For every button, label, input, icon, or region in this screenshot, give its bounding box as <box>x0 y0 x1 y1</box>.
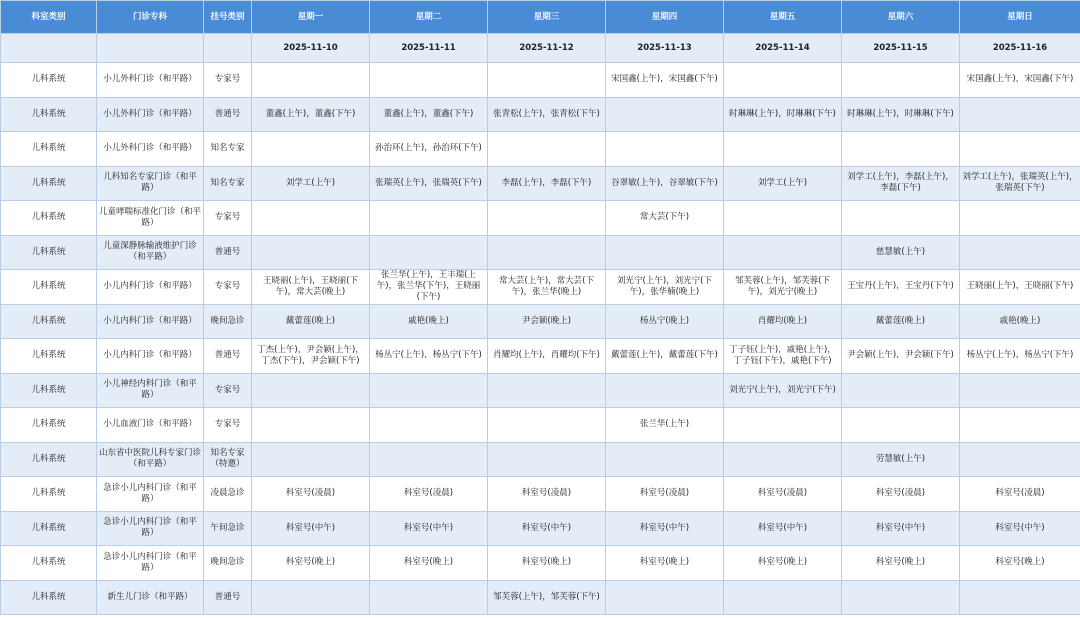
dept-cell: 儿科系统 <box>1 408 97 443</box>
dept-cell: 儿科系统 <box>1 511 97 546</box>
table-row <box>1 442 1080 477</box>
type-cell: 普通号 <box>204 339 252 374</box>
schedule-cell-sun[interactable]: 杨丛宁(上午)，杨丛宁(下午) <box>960 339 1080 374</box>
header-row <box>1 1 1080 34</box>
dept-cell: 儿科系统 <box>1 132 97 167</box>
schedule-cell-thu[interactable]: 谷翠敏(上午)，谷翠敏(下午) <box>606 166 724 201</box>
schedule-cell-sat[interactable]: 尹会颖(上午)，尹会颖(下午) <box>842 339 960 374</box>
dept-cell: 儿科系统 <box>1 339 97 374</box>
date-blank <box>97 34 204 63</box>
schedule-cell-fri[interactable]: 丁子钰(上午)，戚艳(上午)，丁子钰(下午)，戚艳(下午) <box>724 339 842 374</box>
date-wed: 2025-11-12 <box>488 34 606 63</box>
schedule-cell-tue[interactable]: 科室号(中午) <box>370 511 488 546</box>
schedule-cell-tue[interactable]: 孙治环(上午)，孙治环(下午) <box>370 132 488 167</box>
schedule-cell-mon <box>252 201 370 236</box>
clinic-cell: 儿童哮喘标准化门诊（和平路） <box>97 201 204 236</box>
table-row <box>1 132 1080 167</box>
schedule-cell-sun <box>960 235 1080 270</box>
schedule-cell-wed[interactable]: 尹会颖(晚上) <box>488 304 606 339</box>
dept-cell: 儿科系统 <box>1 373 97 408</box>
schedule-cell-tue <box>370 580 488 615</box>
schedule-cell-wed[interactable]: 科室号(凌晨) <box>488 477 606 512</box>
schedule-cell-tue[interactable]: 杨丛宁(上午)，杨丛宁(下午) <box>370 339 488 374</box>
clinic-cell: 急诊小儿内科门诊（和平路） <box>97 477 204 512</box>
header-sun: 星期日 <box>960 1 1080 34</box>
schedule-cell-sun <box>960 408 1080 443</box>
schedule-cell-thu[interactable]: 宋国鑫(上午)，宋国鑫(下午) <box>606 63 724 98</box>
schedule-cell-thu <box>606 442 724 477</box>
type-cell: 普通号 <box>204 97 252 132</box>
clinic-cell: 儿童深静脉输液维护门诊（和平路） <box>97 235 204 270</box>
schedule-cell-mon <box>252 63 370 98</box>
schedule-cell-mon[interactable]: 科室号(晚上) <box>252 546 370 581</box>
clinic-cell: 小儿外科门诊（和平路） <box>97 97 204 132</box>
schedule-cell-mon <box>252 442 370 477</box>
schedule-cell-sat <box>842 408 960 443</box>
schedule-cell-tue <box>370 235 488 270</box>
table-row <box>1 201 1080 236</box>
schedule-cell-wed[interactable]: 科室号(晚上) <box>488 546 606 581</box>
schedule-cell-wed <box>488 63 606 98</box>
schedule-cell-sat[interactable]: 刘学工(上午)，李磊(上午)，李磊(下午) <box>842 166 960 201</box>
date-blank <box>204 34 252 63</box>
type-cell: 专家号 <box>204 408 252 443</box>
schedule-cell-mon <box>252 373 370 408</box>
schedule-cell-tue <box>370 442 488 477</box>
table-row <box>1 339 1080 374</box>
schedule-cell-sun <box>960 201 1080 236</box>
schedule-cell-mon[interactable]: 王晓丽(上午)，王晓丽(下午)，常大芸(晚上) <box>252 270 370 305</box>
schedule-cell-mon[interactable]: 科室号(凌晨) <box>252 477 370 512</box>
clinic-cell: 小儿内科门诊（和平路） <box>97 339 204 374</box>
clinic-cell: 小儿神经内科门诊（和平路） <box>97 373 204 408</box>
schedule-cell-fri <box>724 408 842 443</box>
dept-cell: 儿科系统 <box>1 97 97 132</box>
schedule-cell-thu[interactable]: 科室号(晚上) <box>606 546 724 581</box>
schedule-cell-wed[interactable]: 常大芸(上午)，常大芸(下午)，张兰华(晚上) <box>488 270 606 305</box>
schedule-cell-wed <box>488 408 606 443</box>
schedule-cell-tue <box>370 373 488 408</box>
date-thu: 2025-11-13 <box>606 34 724 63</box>
schedule-cell-wed <box>488 373 606 408</box>
dept-cell: 儿科系统 <box>1 235 97 270</box>
table-row <box>1 270 1080 305</box>
schedule-cell-fri <box>724 63 842 98</box>
schedule-cell-sun[interactable]: 宋国鑫(上午)，宋国鑫(下午) <box>960 63 1080 98</box>
schedule-cell-sat <box>842 201 960 236</box>
schedule-cell-sun[interactable]: 刘学工(上午)，张瑞英(上午)，张瑞英(下午) <box>960 166 1080 201</box>
clinic-cell: 小儿内科门诊（和平路） <box>97 270 204 305</box>
date-sat: 2025-11-15 <box>842 34 960 63</box>
schedule-cell-tue <box>370 201 488 236</box>
clinic-cell: 小儿血液门诊（和平路） <box>97 408 204 443</box>
schedule-cell-mon <box>252 408 370 443</box>
table-row <box>1 235 1080 270</box>
type-cell: 知名专家 <box>204 132 252 167</box>
schedule-cell-tue[interactable]: 董鑫(上午)，董鑫(下午) <box>370 97 488 132</box>
clinic-cell: 小儿外科门诊（和平路） <box>97 132 204 167</box>
schedule-cell-sun <box>960 97 1080 132</box>
schedule-cell-fri <box>724 132 842 167</box>
schedule-cell-sat[interactable]: 劳慧敏(上午) <box>842 442 960 477</box>
schedule-cell-thu <box>606 132 724 167</box>
dept-cell: 儿科系统 <box>1 477 97 512</box>
schedule-body <box>1 63 1080 615</box>
schedule-cell-tue[interactable]: 科室号(凌晨) <box>370 477 488 512</box>
schedule-cell-sat[interactable]: 慈慧敏(上午) <box>842 235 960 270</box>
schedule-cell-thu[interactable]: 张兰华(上午) <box>606 408 724 443</box>
type-cell: 晚间急诊 <box>204 546 252 581</box>
schedule-cell-sat <box>842 132 960 167</box>
table-row <box>1 304 1080 339</box>
schedule-cell-fri[interactable]: 科室号(凌晨) <box>724 477 842 512</box>
table-row <box>1 373 1080 408</box>
schedule-cell-mon[interactable]: 董鑫(上午)，董鑫(下午) <box>252 97 370 132</box>
schedule-cell-thu[interactable]: 戴蕾莲(上午)，戴蕾莲(下午) <box>606 339 724 374</box>
schedule-cell-mon[interactable]: 戴蕾莲(晚上) <box>252 304 370 339</box>
schedule-cell-thu <box>606 235 724 270</box>
schedule-cell-thu <box>606 373 724 408</box>
table-row <box>1 408 1080 443</box>
schedule-cell-wed[interactable]: 肖耀均(上午)，肖耀均(下午) <box>488 339 606 374</box>
schedule-cell-thu <box>606 580 724 615</box>
schedule-cell-sat <box>842 373 960 408</box>
dept-cell: 儿科系统 <box>1 201 97 236</box>
schedule-cell-sun[interactable]: 科室号(中午) <box>960 511 1080 546</box>
type-cell: 专家号 <box>204 270 252 305</box>
schedule-cell-sun <box>960 132 1080 167</box>
schedule-cell-sat[interactable]: 王宝丹(上午)，王宝丹(下午) <box>842 270 960 305</box>
dept-cell: 儿科系统 <box>1 63 97 98</box>
schedule-cell-thu[interactable]: 常大芸(下午) <box>606 201 724 236</box>
schedule-cell-thu[interactable]: 杨丛宁(晚上) <box>606 304 724 339</box>
schedule-cell-tue[interactable]: 张瑞英(上午)，张瑞英(下午) <box>370 166 488 201</box>
schedule-cell-fri[interactable]: 刘学工(上午) <box>724 166 842 201</box>
schedule-cell-mon <box>252 132 370 167</box>
schedule-cell-fri <box>724 580 842 615</box>
schedule-cell-fri[interactable]: 时琳琳(上午)，时琳琳(下午) <box>724 97 842 132</box>
date-tue: 2025-11-11 <box>370 34 488 63</box>
schedule-cell-tue[interactable]: 戚艳(晚上) <box>370 304 488 339</box>
clinic-cell: 小儿外科门诊（和平路） <box>97 63 204 98</box>
schedule-cell-wed[interactable]: 科室号(中午) <box>488 511 606 546</box>
date-mon: 2025-11-10 <box>252 34 370 63</box>
date-blank <box>1 34 97 63</box>
table-row <box>1 97 1080 132</box>
schedule-cell-sun <box>960 373 1080 408</box>
clinic-cell: 急诊小儿内科门诊（和平路） <box>97 546 204 581</box>
schedule-cell-sat[interactable]: 戴蕾莲(晚上) <box>842 304 960 339</box>
header-clinic: 门诊专科 <box>97 1 204 34</box>
table-row <box>1 166 1080 201</box>
type-cell: 专家号 <box>204 201 252 236</box>
header-thu: 星期四 <box>606 1 724 34</box>
schedule-cell-tue[interactable]: 张兰华(上午)，王丰瑞(上午)，张兰华(下午)，王晓丽(下午) <box>370 270 488 305</box>
schedule-cell-mon <box>252 580 370 615</box>
table-row <box>1 477 1080 512</box>
type-cell: 专家号 <box>204 63 252 98</box>
dept-cell: 儿科系统 <box>1 546 97 581</box>
schedule-cell-fri[interactable]: 肖耀均(晚上) <box>724 304 842 339</box>
schedule-cell-fri <box>724 235 842 270</box>
date-sun: 2025-11-16 <box>960 34 1080 63</box>
schedule-cell-wed <box>488 235 606 270</box>
schedule-cell-wed <box>488 201 606 236</box>
dept-cell: 儿科系统 <box>1 442 97 477</box>
table-row <box>1 580 1080 615</box>
schedule-cell-sun[interactable]: 戚艳(晚上) <box>960 304 1080 339</box>
schedule-cell-thu <box>606 97 724 132</box>
schedule-cell-fri[interactable]: 科室号(中午) <box>724 511 842 546</box>
schedule-cell-fri[interactable]: 邹芙蓉(上午)，邹芙蓉(下午)，刘光宁(晚上) <box>724 270 842 305</box>
schedule-cell-sat[interactable]: 科室号(晚上) <box>842 546 960 581</box>
header-wed: 星期三 <box>488 1 606 34</box>
schedule-cell-wed[interactable]: 李磊(上午)，李磊(下午) <box>488 166 606 201</box>
table-row <box>1 63 1080 98</box>
schedule-cell-sun <box>960 580 1080 615</box>
type-cell: 普通号 <box>204 235 252 270</box>
schedule-cell-sat[interactable]: 科室号(凌晨) <box>842 477 960 512</box>
clinic-cell: 儿科知名专家门诊（和平路） <box>97 166 204 201</box>
schedule-cell-fri <box>724 442 842 477</box>
schedule-cell-sun[interactable]: 王晓丽(上午)，王晓丽(下午) <box>960 270 1080 305</box>
schedule-cell-mon[interactable]: 刘学工(上午) <box>252 166 370 201</box>
schedule-cell-sun <box>960 442 1080 477</box>
header-type: 挂号类别 <box>204 1 252 34</box>
clinic-cell: 山东省中医院儿科专家门诊（和平路） <box>97 442 204 477</box>
table-row <box>1 511 1080 546</box>
type-cell: 知名专家（特邀） <box>204 442 252 477</box>
schedule-cell-tue[interactable]: 科室号(晚上) <box>370 546 488 581</box>
clinic-cell: 急诊小儿内科门诊（和平路） <box>97 511 204 546</box>
schedule-cell-thu[interactable]: 刘光宁(上午)，刘光宁(下午)，张华楠(晚上) <box>606 270 724 305</box>
schedule-cell-thu[interactable]: 科室号(中午) <box>606 511 724 546</box>
schedule-cell-wed[interactable]: 邹芙蓉(上午)，邹芙蓉(下午) <box>488 580 606 615</box>
type-cell: 知名专家 <box>204 166 252 201</box>
schedule-cell-mon[interactable]: 丁杰(上午)，尹会颖(上午)，丁杰(下午)，尹会颖(下午) <box>252 339 370 374</box>
schedule-cell-sun[interactable]: 科室号(晚上) <box>960 546 1080 581</box>
type-cell: 凌晨急诊 <box>204 477 252 512</box>
clinic-cell: 新生儿门诊（和平路） <box>97 580 204 615</box>
schedule-cell-wed[interactable]: 张青松(上午)，张青松(下午) <box>488 97 606 132</box>
type-cell: 晚间急诊 <box>204 304 252 339</box>
dept-cell: 儿科系统 <box>1 580 97 615</box>
type-cell: 普通号 <box>204 580 252 615</box>
schedule-cell-fri <box>724 201 842 236</box>
schedule-cell-fri[interactable]: 刘光宁(上午)，刘光宁(下午) <box>724 373 842 408</box>
schedule-cell-tue <box>370 63 488 98</box>
dept-cell: 儿科系统 <box>1 166 97 201</box>
header-tue: 星期二 <box>370 1 488 34</box>
header-mon: 星期一 <box>252 1 370 34</box>
header-dept: 科室类别 <box>1 1 97 34</box>
schedule-cell-sat <box>842 63 960 98</box>
schedule-cell-thu[interactable]: 科室号(凌晨) <box>606 477 724 512</box>
schedule-cell-tue <box>370 408 488 443</box>
schedule-cell-sat[interactable]: 科室号(中午) <box>842 511 960 546</box>
clinic-cell: 小儿内科门诊（和平路） <box>97 304 204 339</box>
schedule-cell-sat[interactable]: 时琳琳(上午)，时琳琳(下午) <box>842 97 960 132</box>
schedule-cell-wed <box>488 442 606 477</box>
schedule-cell-sat <box>842 580 960 615</box>
schedule-cell-mon <box>252 235 370 270</box>
date-fri: 2025-11-14 <box>724 34 842 63</box>
header-fri: 星期五 <box>724 1 842 34</box>
schedule-cell-mon[interactable]: 科室号(中午) <box>252 511 370 546</box>
date-row <box>1 34 1080 63</box>
table-row <box>1 546 1080 581</box>
dept-cell: 儿科系统 <box>1 304 97 339</box>
dept-cell: 儿科系统 <box>1 270 97 305</box>
type-cell: 午间急诊 <box>204 511 252 546</box>
type-cell: 专家号 <box>204 373 252 408</box>
header-sat: 星期六 <box>842 1 960 34</box>
schedule-cell-wed <box>488 132 606 167</box>
schedule-cell-fri[interactable]: 科室号(晚上) <box>724 546 842 581</box>
schedule-cell-sun[interactable]: 科室号(凌晨) <box>960 477 1080 512</box>
